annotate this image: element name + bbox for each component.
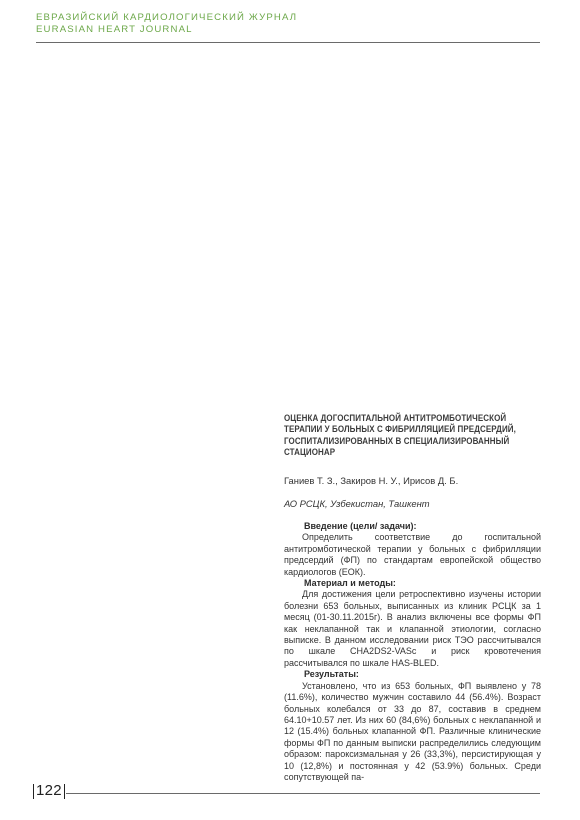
header-divider xyxy=(36,42,540,43)
article-authors: Ганиев Т. З., Закиров Н. У., Ирисов Д. Б. xyxy=(284,475,459,486)
title-line: ОЦЕНКА ДОГОСПИТАЛЬНОЙ АНТИТРОМБОТИЧЕСКОЙ xyxy=(284,413,507,423)
title-line: ТЕРАПИИ У БОЛЬНЫХ С ФИБРИЛЛЯЦИЕЙ ПРЕДСЕРДИЙ, xyxy=(284,424,516,435)
article-title xyxy=(284,413,540,459)
section-text-results: Установлено, что из 653 больных, ФП выявлено у 78 (11.6%), количество мужчин составило 44 (56.4%). Возраст больных колебался от 33 до 87, составив в среднем 64.10+10.57 лет. Из них 60 (84,6%) больных с неклапанной и 12 (15.4%) больных клапанной ФП. Различные клинические формы ФП по данным выписки распределились следующим образом: пароксизмальная у 26 (33,3%), персистирующая у 10 (12,8%) и постоянная у 42 (53.9%) больных. Среди сопутствующей па- xyxy=(284,680,541,782)
article-abstract xyxy=(284,413,541,782)
section-heading-results: Результаты: xyxy=(304,669,359,680)
section-heading-methods: Материал и методы: xyxy=(304,578,396,589)
article-body xyxy=(284,521,541,783)
article-affiliation: АО РСЦК, Узбекистан, Ташкент xyxy=(284,498,430,509)
title-line: СТАЦИОНАР xyxy=(284,447,336,458)
journal-header xyxy=(36,12,297,36)
section-text-introduction: Определить соответствие до госпитальной антитромботической терапии у больных с фибрилляции предсердий (ФП) по стандартам европейской общество кардиологов (ЕОК). xyxy=(284,532,541,577)
journal-name-en: EURASIAN HEART JOURNAL xyxy=(36,24,193,35)
journal-name-ru: ЕВРАЗИЙСКИЙ КАРДИОЛОГИЧЕСКИЙ ЖУРНАЛ xyxy=(36,12,298,23)
footer-divider xyxy=(66,793,540,794)
title-line: ГОСПИТАЛИЗИРОВАННЫХ В СПЕЦИАЛИЗИРОВАННЫЙ xyxy=(284,435,510,446)
page-number: 122 xyxy=(36,782,62,799)
section-text-methods: Для достижения цели ретроспективно изучены истории болезни 653 больных, выписанных из клиник РСЦК за 1 месяц (01-30.11.2015г). В анализ включены все формы ФП как неклапанной так и клапанной этиологии, согласно выписке. В данном исследовании риск ТЭО рассчитывался по шкале CHA2DS2-VASc и риск кровотечения рассчитывался по шкале HAS-BLED. xyxy=(284,589,541,668)
section-heading-introduction: Введение (цели/ задачи): xyxy=(304,521,417,531)
